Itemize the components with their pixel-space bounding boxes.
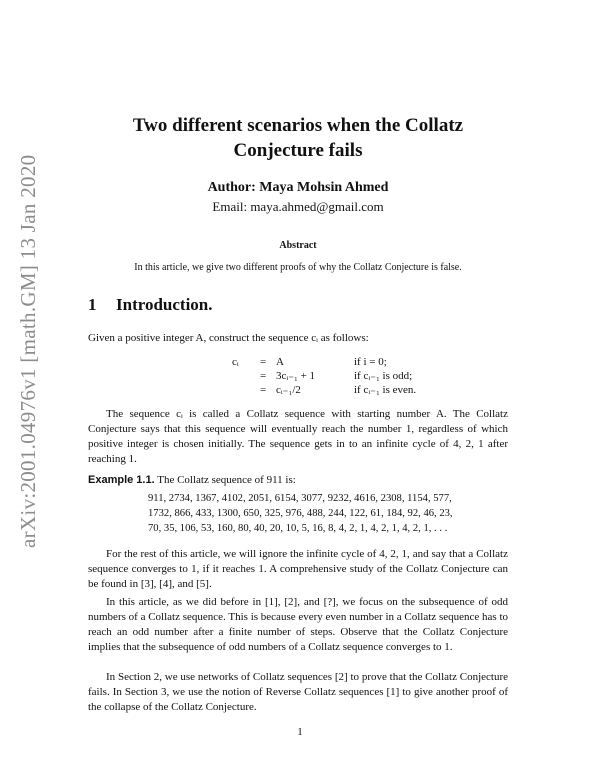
odd-subsequence-paragraph: In this article, as we did before in [1], [2], and [?], we focus on the subsequence of odd numbers of a Collatz sequence. This is because every even number in a Collatz sequence has to reach an odd number after a finite number of steps. Observe that the Collatz Conjecture implies that the subsequence of odd numbers of a Collatz sequence converges to 1. <box>88 596 508 653</box>
sequence-line: 911, 2734, 1367, 4102, 2051, 6154, 3077, 9232, 4616, 2308, 1154, 577, <box>148 493 452 504</box>
equation-row: = cᵢ₋₁/2 if cᵢ₋₁ is even. <box>260 384 417 396</box>
example-text: The Collatz sequence of 911 is: <box>157 474 296 486</box>
sequence-line: 70, 35, 106, 53, 160, 80, 40, 20, 10, 5, 16, 8, 4, 2, 1, 4, 2, 1, 4, 2, 1, . . . <box>148 523 448 534</box>
sequence-line: 1732, 866, 433, 1300, 650, 325, 976, 488, 244, 122, 61, 184, 92, 46, 23, <box>148 508 453 519</box>
author-line: Author: Maya Mohsin Ahmed <box>207 180 389 195</box>
example-label: Example 1.1. <box>88 474 155 486</box>
abstract-heading: Abstract <box>279 240 317 251</box>
equation-row: = 3cᵢ₋₁ + 1 if cᵢ₋₁ is odd; <box>260 370 413 382</box>
section-heading <box>88 295 213 315</box>
paper-title: Two different scenarios when the Collatz Conjecture fails <box>132 115 464 161</box>
arxiv-stamp: arXiv:2001.04976v1 [math.GM] 13 Jan 2020 <box>16 154 40 548</box>
section-title: Introduction. <box>116 295 213 314</box>
email-line: Email: maya.ahmed@gmail.com <box>212 199 384 214</box>
definition-paragraph: The sequence cᵢ is called a Collatz sequence with starting number A. The Collatz Conjecture says that this sequence will eventually reach the number 1, regardless of which positive integer is chosen initially. The sequence gets in to an infinite cycle of 4, 2, 1 after reaching 1. <box>88 408 508 465</box>
sections-paragraph: In Section 2, we use networks of Collatz sequences [2] to prove that the Collatz Conjecture fails. In Section 3, we use the notion of Reverse Collatz sequences [1] to give another proof of the collapse of the Collatz Conjecture. <box>88 671 508 713</box>
equation-row: cᵢ = A if i = 0; <box>232 356 387 368</box>
section-number: 1 <box>88 295 97 314</box>
intro-line: Given a positive integer A, construct the sequence cᵢ as follows: <box>88 332 369 344</box>
page-number: 1 <box>297 726 303 738</box>
convergence-paragraph: For the rest of this article, we will ignore the infinite cycle of 4, 2, 1, and say that a Collatz sequence converges to 1, if it reaches 1. A comprehensive study of the Collatz Conjecture can be found in [3], [4], and [5]. <box>88 548 508 590</box>
collatz-sequence <box>148 491 488 536</box>
abstract-text: In this article, we give two different proofs of why the Collatz Conjecture is false. <box>134 262 462 273</box>
example-heading <box>88 474 508 486</box>
recurrence-equation <box>232 355 416 397</box>
